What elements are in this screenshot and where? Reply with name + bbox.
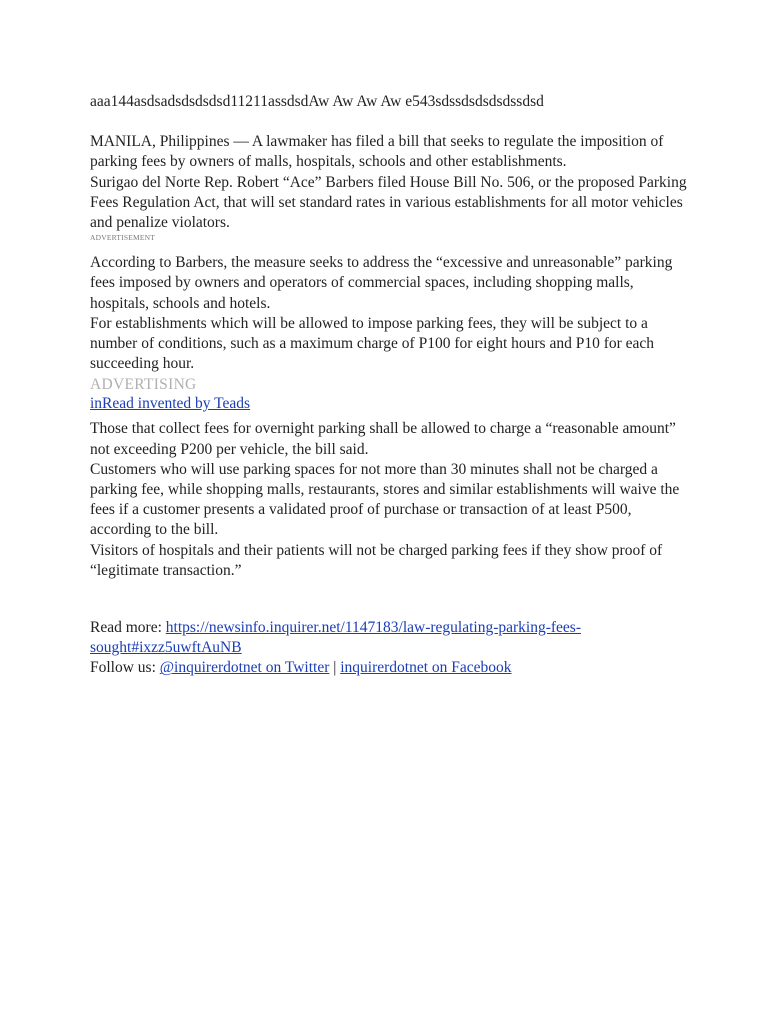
read-more-label: Read more: <box>90 619 166 637</box>
paragraph-barbers-measure: According to Barbers, the measure seeks to address the “excessive and unreasonable” parking fees imposed by owners and operators of commercial spaces, including shopping malls, hospitals, schools and hotels. <box>90 254 673 312</box>
paragraph-intro: MANILA, Philippines — A lawmaker has filed a bill that seeks to regulate the imposition of parking fees by owners of malls, hospitals, schools and other establishments. <box>90 133 664 171</box>
link-separator: | <box>329 659 341 677</box>
teads-link[interactable]: inRead invented by Teads <box>90 395 251 413</box>
paragraph-bill-filing: Surigao del Norte Rep. Robert “Ace” Barbers filed House Bill No. 506, or the proposed Parking Fees Regulation Act, that will set standard rates in various establishments for all motor vehicles and penalize violators. <box>90 173 687 232</box>
twitter-link[interactable]: @inquirerdotnet on Twitter <box>159 659 330 677</box>
follow-us-label: Follow us: <box>90 659 160 677</box>
read-more-link[interactable]: https://newsinfo.inquirer.net/1147183/law-regulating-parking-fees-sought#ixzz5uwftAuNB <box>90 619 582 657</box>
advertising-label: ADVERTISING <box>90 376 197 394</box>
header-text: aaa144asdsadsdsdsdsd11211assdsdAw Aw Aw Aw e543sdssdsdsdsdssdsd <box>90 93 544 110</box>
paragraph-customers: Customers who will use parking spaces for not more than 30 minutes shall not be charged a parking fee, while shopping malls, restaurants, stores and similar establishments will waive the fees if a customer presents a validated proof of purchase or transaction of at least P500, according to the bill. <box>90 460 680 539</box>
advertisement-label: ADVERTISEMENT <box>90 233 156 243</box>
paragraph-conditions: For establishments which will be allowed to impose parking fees, they will be subject to a number of conditions, such as a maximum charge of P100 for eight hours and P10 for each succeeding hour. <box>90 314 655 373</box>
facebook-link[interactable]: inquirerdotnet on Facebook <box>340 659 512 677</box>
spacer <box>90 581 688 618</box>
paragraph-hospitals: Visitors of hospitals and their patients will not be charged parking fees if they show proof of “legitimate transaction.” <box>90 541 663 579</box>
follow-us-line <box>90 658 688 678</box>
read-more-line <box>90 618 688 658</box>
paragraph-overnight: Those that collect fees for overnight parking shall be allowed to charge a “reasonable amount” not exceeding P200 per vehicle, the bill said. <box>90 420 676 458</box>
teads-line <box>90 394 688 414</box>
